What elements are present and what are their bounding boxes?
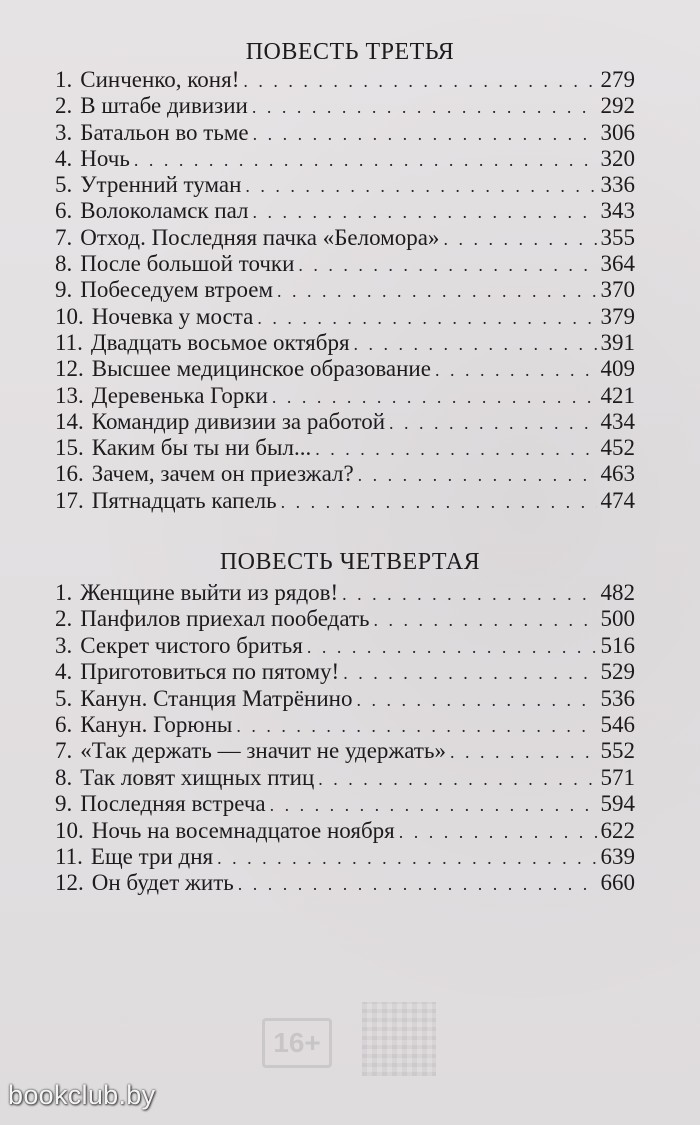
show-through-qr-code xyxy=(362,1002,436,1076)
toc-entry-number: 5. xyxy=(55,685,73,711)
toc-leader-dots xyxy=(399,819,597,845)
toc-entry-number: 8. xyxy=(55,251,73,277)
toc-leader-dots xyxy=(354,331,597,357)
toc-entry-page-number: 463 xyxy=(600,461,635,487)
toc-entry-number: 13. xyxy=(55,382,84,408)
toc-entry-page-number: 500 xyxy=(600,606,635,632)
toc-entry-number: 1. xyxy=(55,580,73,605)
toc-entry-title: Еще три дня xyxy=(90,843,214,869)
toc-entry-number: 3. xyxy=(55,119,73,145)
toc-entry-title: Командир дивизии за работой xyxy=(91,408,386,434)
toc-entry-title: Высшее медицинское образование xyxy=(91,356,431,382)
toc-entry xyxy=(55,580,635,606)
toc-entry-title: Двадцать восьмое октября xyxy=(90,329,350,355)
toc-entry-page-number: 552 xyxy=(600,738,635,764)
toc-entry-title: Синченко, коня! xyxy=(80,67,240,92)
toc-entry-number: 10. xyxy=(55,817,84,843)
toc-entry-title: В штабе дивизии xyxy=(80,93,248,119)
toc-leader-dots xyxy=(257,305,596,331)
toc-leader-dots xyxy=(389,410,596,436)
toc-entry-title: Ночевка у моста xyxy=(91,303,254,329)
toc-entry xyxy=(55,686,635,712)
toc-leader-dots xyxy=(435,357,597,383)
toc-leader-dots xyxy=(277,278,596,304)
toc-entry-page-number: 421 xyxy=(600,382,635,408)
toc-entry-title: Женщине выйти из рядов! xyxy=(80,580,339,605)
toc-entry-page-number: 279 xyxy=(600,67,635,92)
toc-entry-title: Утренний туман xyxy=(80,172,242,198)
toc-entry xyxy=(55,659,635,685)
toc-entry-page-number: 516 xyxy=(600,632,635,658)
toc-leader-dots xyxy=(253,199,597,225)
toc-leader-dots xyxy=(307,634,597,660)
toc-entry-number: 4. xyxy=(55,659,73,685)
section-title-story-four: ПОВЕСТЬ ЧЕТВЕРТАЯ xyxy=(219,549,481,575)
toc-entry-number: 12. xyxy=(55,356,84,382)
toc-entry xyxy=(55,172,635,198)
toc-entry-title: Отход. Последняя пачка «Беломора» xyxy=(80,224,440,250)
toc-entry-title: Приготовиться по пятому! xyxy=(80,659,340,685)
toc-entry-number: 1. xyxy=(55,67,73,92)
toc-entry-number: 5. xyxy=(55,172,73,198)
toc-entry-title: Волоколамск пал xyxy=(80,198,249,224)
toc-entry xyxy=(55,738,635,764)
toc-entry-title: Так ловят хищных птиц xyxy=(80,764,315,790)
toc-entry-number: 2. xyxy=(55,606,73,632)
toc-leader-dots xyxy=(252,94,597,120)
toc-entry-number: 8. xyxy=(55,764,73,790)
toc-leader-dots xyxy=(318,766,596,792)
toc-entry xyxy=(55,93,635,119)
toc-leader-dots xyxy=(443,226,596,252)
toc-entry-number: 16. xyxy=(55,461,84,487)
toc-entry-title: После большой точки xyxy=(80,251,295,277)
toc-entry-number: 11. xyxy=(55,843,83,869)
toc-entry-number: 11. xyxy=(55,329,83,355)
toc-leader-dots xyxy=(272,384,597,410)
toc-entry-page-number: 660 xyxy=(600,870,635,896)
toc-entry-page-number: 409 xyxy=(600,356,635,382)
toc-entry xyxy=(55,146,635,172)
toc-entry-title: Побеседуем втроем xyxy=(80,277,274,303)
toc-entry xyxy=(55,435,635,461)
toc-leader-dots xyxy=(270,792,597,818)
toc-entry-page-number: 292 xyxy=(600,93,635,119)
toc-entry-page-number: 320 xyxy=(600,145,635,171)
toc-list-story-four xyxy=(55,580,635,897)
toc-entry-page-number: 343 xyxy=(600,198,635,224)
toc-entry-title: Зачем, зачем он приезжал? xyxy=(91,461,354,487)
toc-entry-number: 10. xyxy=(55,303,84,329)
toc-leader-dots xyxy=(281,489,597,515)
toc-leader-dots xyxy=(343,660,596,686)
toc-leader-dots xyxy=(374,607,597,633)
toc-entry-number: 9. xyxy=(55,791,73,817)
toc-leader-dots xyxy=(298,252,596,278)
toc-entry xyxy=(55,633,635,659)
toc-entry xyxy=(55,356,635,382)
toc-entry-title: Пятнадцать капель xyxy=(91,487,277,513)
toc-entry-title: Батальон во тьме xyxy=(80,119,249,145)
toc-entry-page-number: 355 xyxy=(600,224,635,250)
toc-entry-page-number: 482 xyxy=(600,580,635,605)
toc-entry xyxy=(55,225,635,251)
toc-entry-number: 3. xyxy=(55,632,73,658)
toc-entry xyxy=(55,277,635,303)
toc-entry-number: 14. xyxy=(55,408,84,434)
toc-entry-title: Панфилов приехал пообедать xyxy=(80,606,370,632)
toc-entry-title: Последняя встреча xyxy=(80,791,266,817)
section-title-story-three: ПОВЕСТЬ ТРЕТЬЯ xyxy=(245,39,455,65)
toc-entry-number: 6. xyxy=(55,711,73,737)
toc-entry-page-number: 594 xyxy=(600,791,635,817)
toc-entry-page-number: 546 xyxy=(600,711,635,737)
toc-entry-page-number: 474 xyxy=(600,487,635,513)
toc-entry xyxy=(55,844,635,870)
toc-entry-number: 12. xyxy=(55,870,84,896)
toc-entry-title: Канун. Горюны xyxy=(80,711,233,737)
toc-entry-title: Ночь xyxy=(80,145,130,171)
toc-entry xyxy=(55,304,635,330)
toc-entry-number: 17. xyxy=(55,487,84,513)
toc-entry xyxy=(55,67,635,93)
toc-leader-dots xyxy=(356,687,596,713)
toc-entry-page-number: 379 xyxy=(600,303,635,329)
toc-entry-number: 7. xyxy=(55,224,73,250)
toc-entry-title: Каким бы ты ни был... xyxy=(91,435,312,461)
toc-entry xyxy=(55,791,635,817)
toc-leader-dots xyxy=(315,436,596,462)
toc-entry xyxy=(55,818,635,844)
toc-entry-page-number: 370 xyxy=(600,277,635,303)
toc-leader-dots xyxy=(342,581,596,607)
toc-leader-dots xyxy=(217,845,596,871)
toc-entry-number: 2. xyxy=(55,93,73,119)
site-watermark: bookclub.by xyxy=(8,1080,156,1110)
toc-entry xyxy=(55,606,635,632)
toc-entry-page-number: 306 xyxy=(600,119,635,145)
toc-entry xyxy=(55,120,635,146)
toc-entry xyxy=(55,383,635,409)
toc-entry xyxy=(55,712,635,738)
toc-entry-title: «Так держать — значит не удержать» xyxy=(80,738,446,764)
toc-leader-dots xyxy=(238,871,597,897)
toc-entry xyxy=(55,198,635,224)
toc-entry-page-number: 391 xyxy=(600,329,635,355)
toc-entry-page-number: 364 xyxy=(600,251,635,277)
toc-entry-title: Секрет чистого бритья xyxy=(80,632,303,658)
toc-entry-title: Он будет жить xyxy=(91,870,234,896)
toc-leader-dots xyxy=(245,173,596,199)
toc-entry xyxy=(55,409,635,435)
toc-leader-dots xyxy=(243,68,596,94)
toc-entry-number: 9. xyxy=(55,277,73,303)
toc-entry-page-number: 434 xyxy=(600,408,635,434)
toc-entry xyxy=(55,870,635,896)
toc-entry xyxy=(55,330,635,356)
toc-entry-title: Ночь на восемнадцатое ноября xyxy=(91,817,395,843)
toc-entry-page-number: 336 xyxy=(600,172,635,198)
toc-entry-page-number: 529 xyxy=(600,659,635,685)
toc-leader-dots xyxy=(450,739,597,765)
toc-leader-dots xyxy=(134,147,597,173)
toc-entry xyxy=(55,461,635,487)
toc-leader-dots xyxy=(253,121,597,147)
toc-entry-page-number: 571 xyxy=(600,764,635,790)
toc-entry-page-number: 452 xyxy=(600,435,635,461)
toc-entry xyxy=(55,251,635,277)
toc-leader-dots xyxy=(236,713,596,739)
toc-entry-number: 4. xyxy=(55,145,73,171)
toc-entry xyxy=(55,765,635,791)
toc-leader-dots xyxy=(358,462,597,488)
toc-entry-number: 7. xyxy=(55,738,73,764)
toc-entry-page-number: 639 xyxy=(600,843,635,869)
toc-entry-number: 15. xyxy=(55,435,84,461)
toc-entry-title: Деревенька Горки xyxy=(91,382,268,408)
toc-entry xyxy=(55,488,635,514)
toc-entry-page-number: 536 xyxy=(600,685,635,711)
age-rating-badge: 16+ xyxy=(262,1018,332,1068)
toc-list-story-three xyxy=(55,67,635,514)
toc-entry-number: 6. xyxy=(55,198,73,224)
toc-entry-page-number: 622 xyxy=(600,817,635,843)
toc-entry-title: Канун. Станция Матрёнино xyxy=(80,685,353,711)
